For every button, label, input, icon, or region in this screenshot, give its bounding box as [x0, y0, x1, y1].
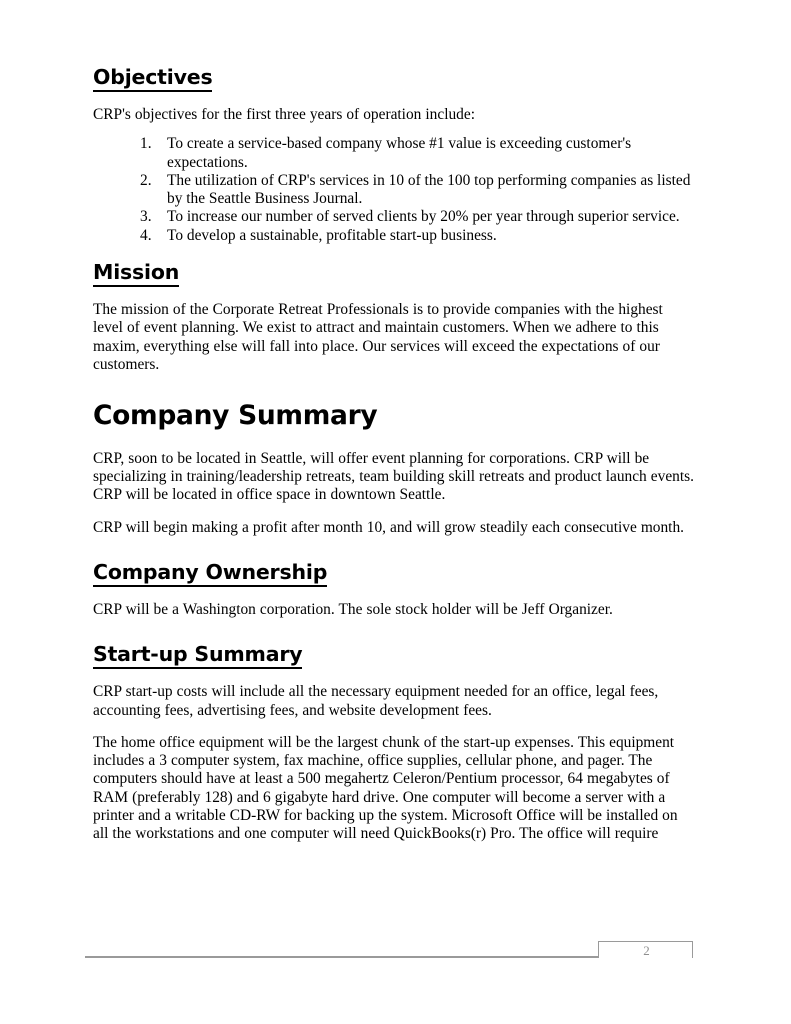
- list-item: To create a service-based company whose #1 value is exceeding customer's expectations.: [167, 135, 632, 171]
- page-number: 2: [643, 943, 650, 958]
- heading-company-ownership: Company Ownership: [93, 561, 327, 587]
- start-up-summary-paragraph-1: CRP start-up costs will include all the necessary equipment needed for an office, legal fees, accounting fees, advertising fees, and website development fees.: [93, 683, 659, 719]
- page-number-box: [598, 941, 693, 958]
- start-up-summary-paragraph-2: The home office equipment will be the largest chunk of the start-up expenses. This equipment includes a 3 computer system, fax machine, office supplies, cellular phone, and pager. The computers should have at least a 500 megahertz Celeron/Pentium processor, 64 megabytes of RAM (preferably 128) and 6 gigabyte hard drive. One computer will become a server with a printer and a writable CD-RW for backing up the system. Microsoft Office will be installed on all the workstations and one computer will need QuickBooks(r) Pro. The office will require: [93, 733, 678, 843]
- spacer: [93, 124, 694, 135]
- company-summary-paragraph-2: CRP will begin making a profit after month 10, and will grow steadily each consecutive month.: [93, 518, 684, 536]
- section-objectives-heading-block: [93, 66, 694, 92]
- spacer: [93, 92, 694, 106]
- spacer: [93, 431, 694, 450]
- company-ownership-paragraph: CRP will be a Washington corporation. The sole stock holder will be Jeff Organizer.: [93, 600, 613, 618]
- spacer: [93, 537, 694, 561]
- mission-paragraph: The mission of the Corporate Retreat Professionals is to provide companies with the highest level of event planning. We exist to attract and maintain customers. When we adhere to this maxim, everything else will fall into place. Our services will exceed the expectations of our customers.: [93, 300, 663, 373]
- section-start-up-summary-heading-block: [93, 643, 694, 669]
- page-footer: [85, 941, 693, 971]
- spacer: [93, 505, 694, 519]
- spacer: [93, 245, 694, 261]
- spacer: [93, 287, 694, 301]
- heading-company-summary: Company Summary: [93, 400, 378, 432]
- company-summary-paragraph-1: CRP, soon to be located in Seattle, will offer event planning for corporations. CRP will be specializing in training/leadership retreats, team building skill retreats and product launch events. CRP will be located in office space in downtown Seattle.: [93, 449, 694, 504]
- section-company-ownership-heading-block: [93, 561, 694, 587]
- heading-objectives: Objectives: [93, 66, 212, 92]
- heading-start-up-summary: Start-up Summary: [93, 643, 302, 669]
- list-item: To develop a sustainable, profitable start-up business.: [167, 226, 497, 244]
- spacer: [93, 619, 694, 643]
- objectives-list: [93, 135, 694, 245]
- spacer: [93, 669, 694, 683]
- spacer: [93, 587, 694, 601]
- section-mission-heading-block: [93, 261, 694, 287]
- list-item: The utilization of CRP's services in 10 of the 100 top performing companies as listed by the Seattle Business Journal.: [167, 171, 691, 208]
- spacer: [93, 720, 694, 734]
- objectives-intro-paragraph: CRP's objectives for the first three years of operation include:: [93, 105, 475, 123]
- footer-divider: [85, 956, 599, 958]
- page-content: [93, 66, 694, 844]
- spacer: [93, 374, 694, 401]
- section-company-summary-heading-block: [93, 401, 694, 431]
- list-item: To increase our number of served clients by 20% per year through superior service.: [167, 208, 680, 226]
- heading-mission: Mission: [93, 261, 179, 287]
